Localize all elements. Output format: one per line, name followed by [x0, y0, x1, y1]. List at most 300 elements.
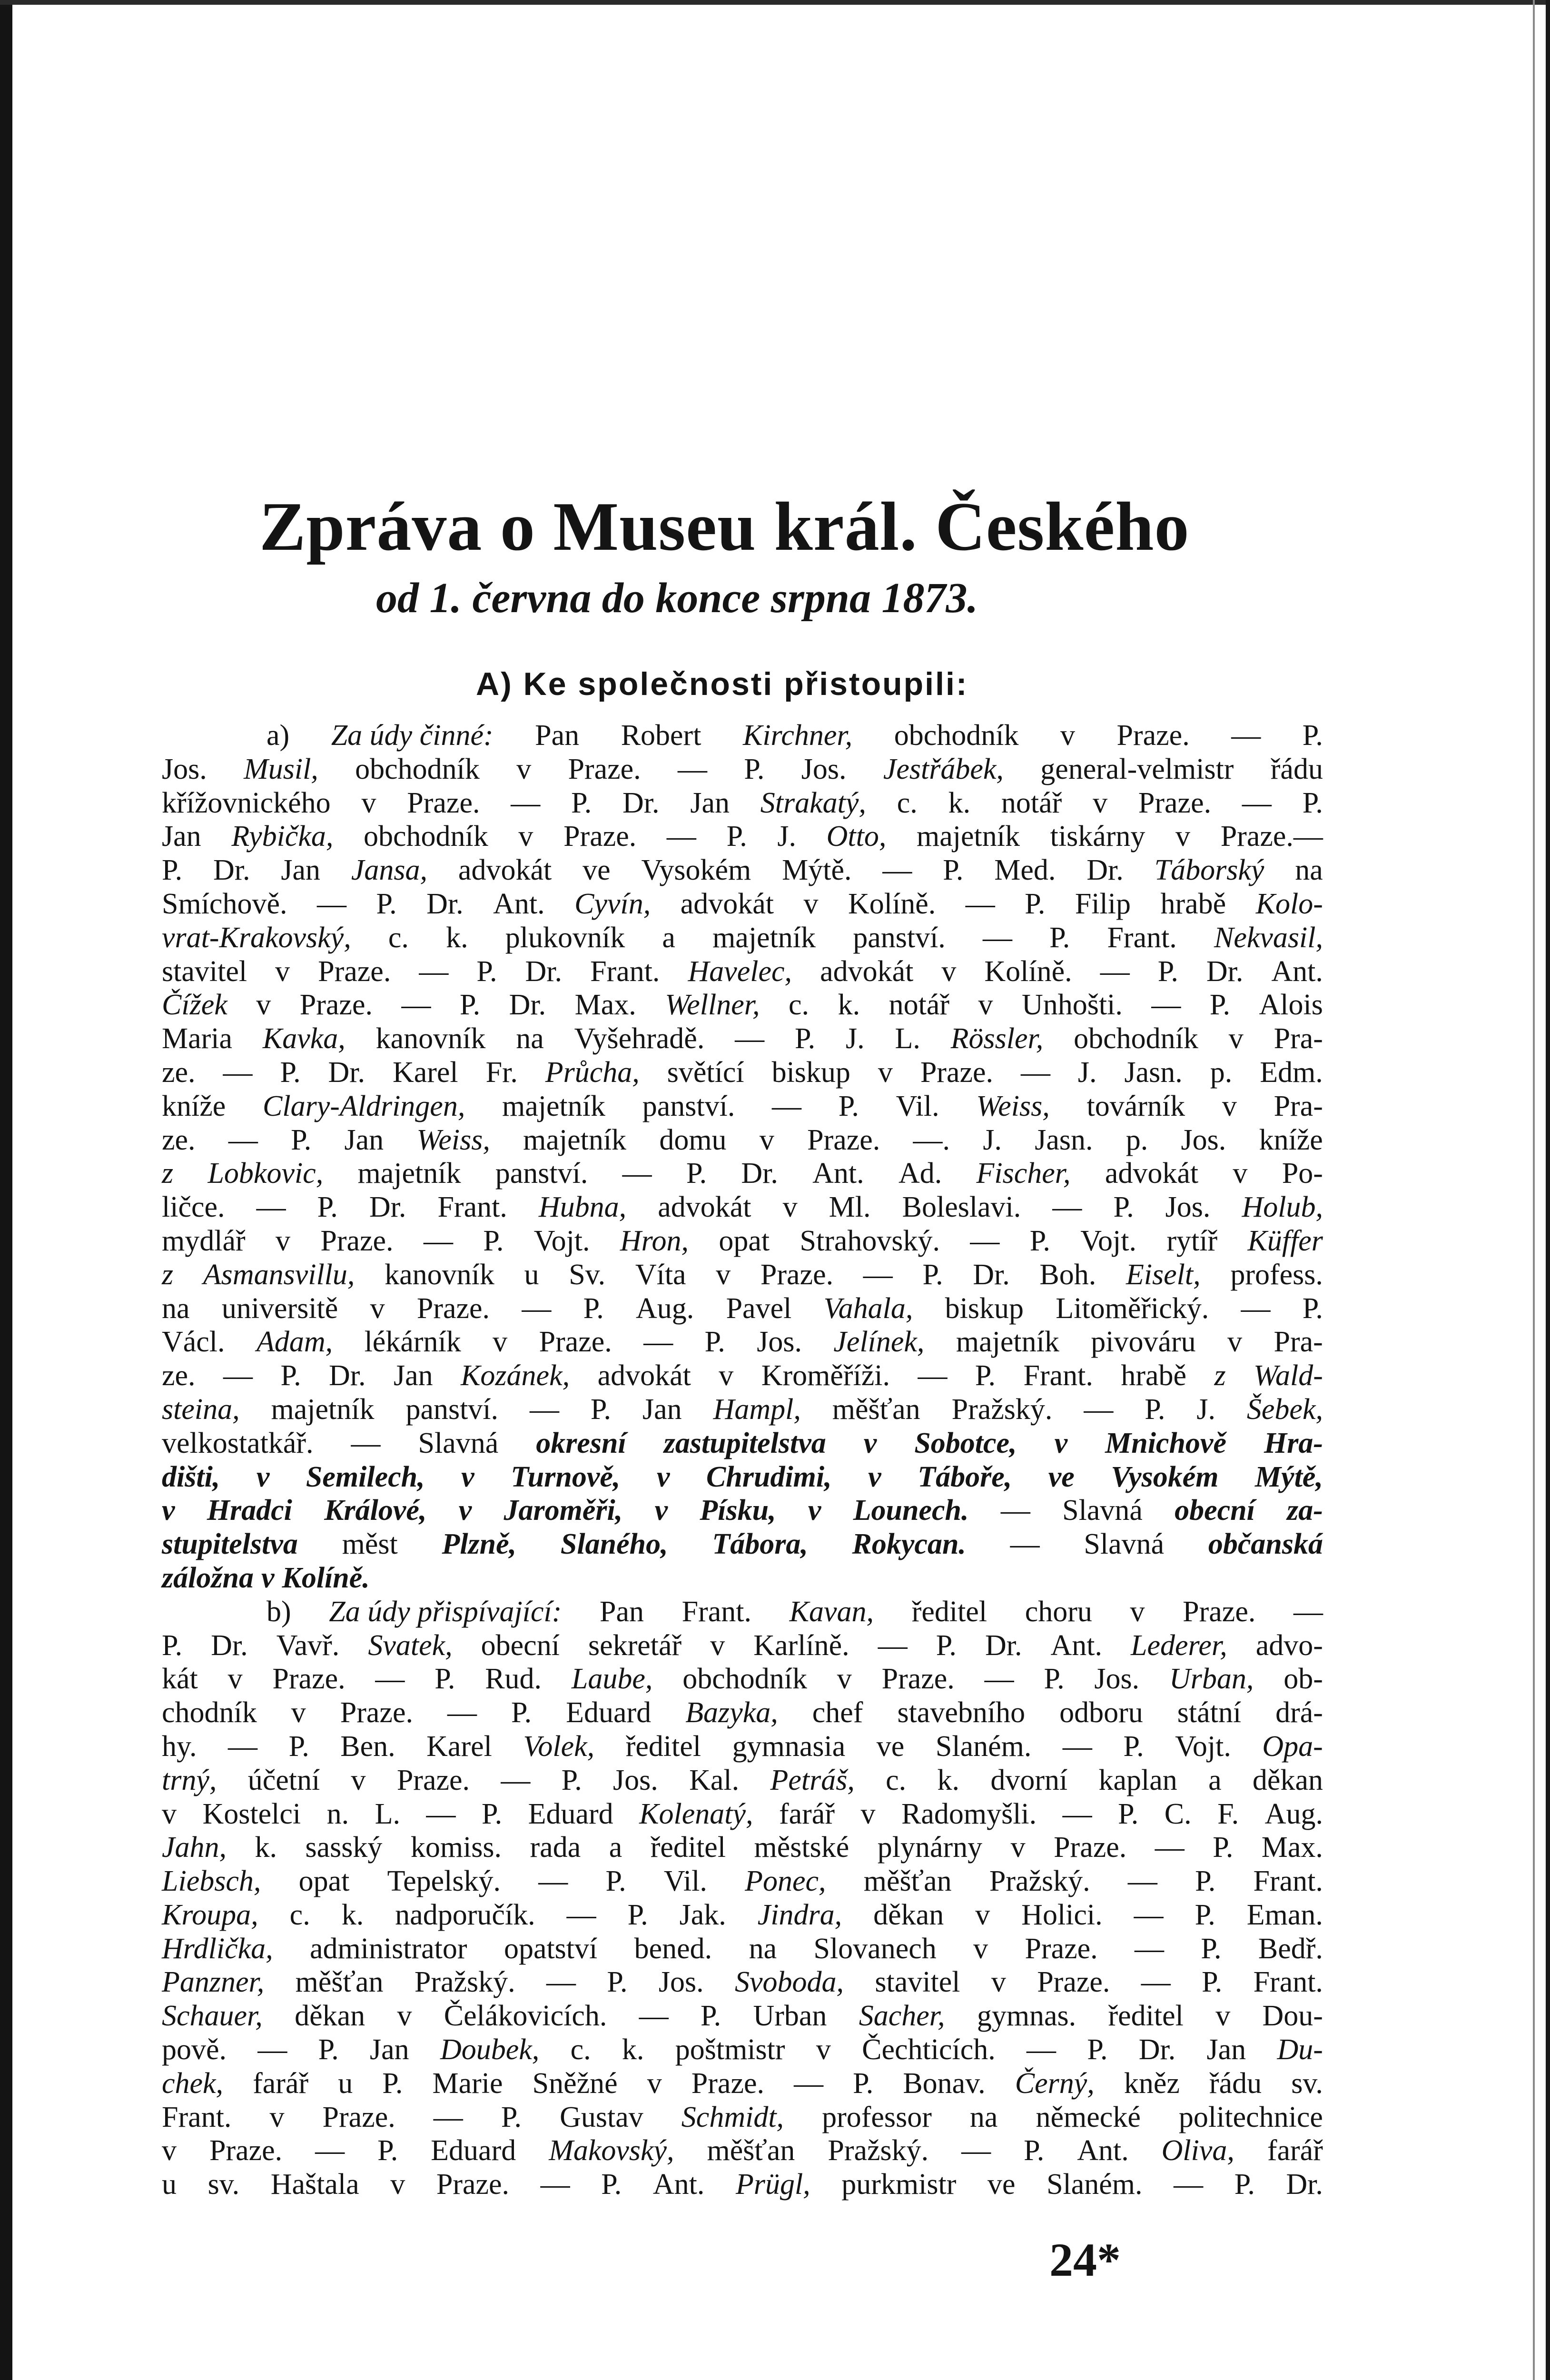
word: Liebsch, [162, 1865, 261, 1898]
word: — [1062, 1797, 1092, 1830]
word: P. [1195, 1898, 1215, 1931]
word: Pra- [1274, 1022, 1323, 1055]
text-line [162, 1999, 1323, 2033]
word: Fr. [485, 1056, 518, 1089]
word: — [375, 1663, 405, 1696]
word: v [269, 2101, 285, 2133]
word: v [1175, 820, 1191, 853]
word: c. [886, 1764, 907, 1796]
word: a) [267, 719, 290, 752]
word: — [863, 1258, 893, 1291]
word: u [338, 2067, 353, 2100]
text-line [162, 853, 1323, 887]
word: opat [719, 1224, 770, 1257]
word: Dr. [329, 1359, 366, 1392]
word: Praze. [299, 989, 373, 1021]
word: v [1130, 1595, 1145, 1628]
text-line [162, 955, 1323, 989]
word: v [1233, 1157, 1248, 1190]
word: Pražský. [951, 1393, 1053, 1426]
word: Čížek [162, 989, 227, 1021]
word: — [447, 1696, 477, 1729]
word: majetník [917, 820, 1020, 853]
word: v [1010, 1831, 1026, 1864]
word: Eduard [431, 2134, 516, 2167]
word: Jan [642, 1393, 682, 1426]
word: Frant. [437, 1191, 507, 1224]
word: Vil. [663, 1865, 707, 1898]
word: P. [1302, 1292, 1323, 1325]
word: sasský [305, 1831, 383, 1864]
word: obchodník [894, 719, 1019, 752]
word: Urban, [1169, 1663, 1254, 1696]
word: Otto, [826, 820, 887, 853]
word: — [794, 2067, 824, 2100]
word: Čelákovicích. [444, 2000, 607, 2033]
word: v [390, 2168, 405, 2201]
word: Jansa, [351, 854, 428, 887]
word: P. [1213, 1831, 1234, 1864]
word: Eiselt, [1125, 1258, 1201, 1291]
word: Makovský, [549, 2134, 674, 2167]
word: Dr. [1206, 955, 1244, 988]
word: Pražský. [989, 1865, 1090, 1898]
word: v [516, 753, 532, 785]
word: obchodník [364, 820, 488, 853]
word: P. [1209, 989, 1231, 1021]
word: — [643, 1326, 673, 1359]
word: kanovník [385, 1258, 494, 1291]
word: advokát [458, 854, 552, 887]
word: Hubna, [538, 1191, 627, 1224]
word: — [970, 1224, 1000, 1257]
word: Praze. [340, 1696, 413, 1729]
word: v [878, 1056, 893, 1089]
word: Urban [753, 2000, 827, 2033]
word: P. [571, 786, 592, 819]
word: advokát [658, 1191, 751, 1224]
word: Sobotce, [914, 1427, 1017, 1459]
word: v [647, 2067, 662, 2100]
word: Bedř. [1258, 1932, 1323, 1965]
word: J. [983, 1123, 1002, 1156]
word: farář [1267, 2134, 1323, 2167]
text-line [162, 1494, 1323, 1527]
word: Dr. [525, 955, 563, 988]
text-line [162, 1898, 1323, 1932]
word: Kolíně. [848, 887, 936, 920]
word: Chrudimi, [706, 1460, 832, 1493]
word: Sv. [569, 1258, 606, 1291]
word: účetní [247, 1764, 320, 1796]
word: P. [1049, 921, 1070, 954]
word: universitě [221, 1292, 338, 1325]
word: plukovník [505, 921, 625, 954]
word: Jahn, [162, 1831, 227, 1864]
word: Táboře, [918, 1460, 1012, 1493]
text-line [162, 1393, 1323, 1427]
word: v [162, 1494, 175, 1527]
text-line [162, 1056, 1323, 1090]
word: Lounech. [853, 1494, 969, 1527]
word: stupitelstva [162, 1528, 298, 1561]
word: Jan [690, 786, 730, 819]
word: v [816, 2033, 831, 2066]
word: a [609, 1831, 622, 1864]
word: Vojt. [533, 1224, 590, 1257]
text-line [162, 1090, 1323, 1123]
word: v [276, 1224, 290, 1257]
word: řádu [1270, 753, 1323, 785]
word: Praze. [691, 2067, 764, 2100]
word: — [426, 1797, 456, 1830]
word: — [961, 2134, 991, 2167]
word: rytíř [1166, 1224, 1218, 1257]
word: Edm. [1260, 1056, 1323, 1089]
word: Dr. [369, 1191, 406, 1224]
word: farář [779, 1797, 835, 1830]
word: — [540, 2168, 570, 2201]
word: v [162, 2134, 177, 2167]
word: Slaném. [935, 1730, 1032, 1763]
scan-page-edge-top [0, 0, 1550, 5]
word: — [982, 921, 1012, 954]
word: Hron, [620, 1224, 689, 1257]
word: P. [1201, 1932, 1222, 1965]
word: Jasn. [1124, 1056, 1183, 1089]
word: — [1127, 1865, 1157, 1898]
word: v [860, 1797, 876, 1830]
word: P. [704, 1326, 725, 1359]
word: v [975, 1898, 990, 1931]
word: — [1141, 1966, 1171, 1999]
word: Alois [1259, 989, 1323, 1021]
word: Dr. [622, 786, 660, 819]
word: Praze. [436, 2168, 510, 2201]
word: Filip [1075, 887, 1131, 920]
word: majetník [712, 921, 816, 954]
word: choru [1025, 1595, 1092, 1628]
word: Kolíně. [984, 955, 1072, 988]
text-line [162, 1022, 1323, 1056]
word: v [1054, 1427, 1068, 1459]
word: Praze. [807, 1123, 880, 1156]
word: v [803, 887, 819, 920]
word: Táborský [1154, 854, 1264, 887]
word: — [228, 1123, 258, 1156]
word: kát [162, 1663, 198, 1696]
word: P. [482, 1797, 503, 1830]
word: Kroměříži. [761, 1359, 890, 1392]
word: v [1215, 2000, 1231, 2033]
word: ve [987, 2168, 1016, 2201]
word: ředitel [911, 1595, 987, 1628]
text-line [162, 1864, 1323, 1898]
word: — [918, 1359, 948, 1392]
word: ředitel [625, 1730, 701, 1763]
word: Kozánek, [461, 1359, 570, 1392]
word: v [759, 1123, 774, 1156]
word: chek, [162, 2067, 224, 2100]
word: Panzner, [162, 1966, 265, 1999]
word: Du- [1277, 2033, 1323, 2066]
word: Jos. [1181, 1123, 1226, 1156]
word: general-velmistr [1040, 753, 1234, 785]
word: kníže [162, 1090, 226, 1122]
word: Praze. [407, 786, 480, 819]
word: Ant. [1077, 2134, 1129, 2167]
word: Dou- [1262, 2000, 1323, 2033]
word: Hrdlička, [162, 1932, 273, 1965]
text-line [162, 1730, 1323, 1764]
word: v [256, 989, 271, 1021]
word: Dr. [426, 887, 464, 920]
word: Dr. [1086, 854, 1124, 887]
word: Šebek, [1246, 1393, 1323, 1426]
word: nadporučík. [395, 1898, 535, 1931]
word: poštmistr [675, 2033, 785, 2066]
word: Králové, [324, 1494, 427, 1527]
word: Frant. [590, 955, 660, 988]
word: — [735, 1022, 765, 1055]
word: Jan [162, 820, 201, 853]
word: P. [382, 2067, 403, 2100]
word: městské [754, 1831, 849, 1864]
word: Praze. [1138, 786, 1212, 819]
word: ve [876, 1730, 905, 1763]
word: — [1062, 1730, 1092, 1763]
word: P. [607, 1966, 628, 1999]
word: kanovník [375, 1022, 486, 1055]
word: stavitel [162, 955, 247, 988]
word: ze. [162, 1056, 196, 1089]
word: P. [726, 820, 747, 853]
word: — [1241, 1292, 1271, 1325]
word: Jos. [757, 1326, 802, 1359]
word: Slaném. [1046, 2168, 1143, 2201]
word: Dr. [509, 989, 546, 1021]
text-line [162, 1258, 1323, 1292]
word: P. [1195, 1865, 1216, 1898]
word: Praze. [1183, 1595, 1256, 1628]
text-line [162, 887, 1323, 921]
word: pově. [162, 2033, 227, 2066]
word: P. [975, 1359, 996, 1392]
word: Rössler, [950, 1022, 1044, 1055]
word: c. [789, 989, 810, 1021]
scan-page-edge-shadow [1533, 0, 1535, 2380]
word: — [1134, 1898, 1164, 1931]
word: hy. [162, 1730, 197, 1763]
word: děkan [1252, 1764, 1323, 1796]
word: v [654, 1494, 668, 1527]
word: z [162, 1157, 174, 1190]
word: ředitel [1108, 2000, 1184, 2033]
word: Víta [635, 1258, 686, 1291]
word: Aug. [1264, 1797, 1323, 1830]
word: P. [434, 1663, 455, 1696]
word: J. [1196, 1393, 1215, 1426]
word: v [162, 1797, 177, 1830]
word: v [275, 955, 290, 988]
word: professor [822, 2101, 932, 2133]
word: měšťan [832, 1393, 920, 1426]
word: p. [1125, 1123, 1148, 1156]
word: Sněžné [532, 2067, 618, 2100]
word: Praze. [1054, 1831, 1127, 1864]
word: v [261, 1561, 275, 1594]
text-line [162, 2134, 1323, 2168]
word: v [291, 1696, 306, 1729]
word: c. [388, 921, 409, 954]
word: dišti, [162, 1460, 220, 1493]
word: Pavel [726, 1292, 792, 1325]
word: k. [341, 1898, 364, 1931]
word: —. [913, 1123, 950, 1156]
word: — [1151, 989, 1181, 1021]
word: měst [342, 1528, 398, 1561]
word: Eduard [566, 1696, 652, 1729]
word: notář [1001, 786, 1062, 819]
word: hrabě [1160, 887, 1226, 920]
word: Dr. [328, 1056, 365, 1089]
word: Ad. [898, 1157, 942, 1190]
word: plynárny [877, 1831, 983, 1864]
word: obchodník [682, 1663, 807, 1696]
word: Po- [1282, 1157, 1323, 1190]
text-line [162, 786, 1323, 820]
text-line [162, 1157, 1323, 1190]
word: Wald- [1254, 1359, 1323, 1392]
word: Vysokém [641, 854, 751, 887]
word: sv. [1291, 2067, 1323, 2100]
word: z [1214, 1359, 1226, 1392]
word: světící [667, 1056, 744, 1089]
word: v [1093, 786, 1108, 819]
word: Jak. [679, 1898, 726, 1931]
word: Slaného, [560, 1528, 668, 1561]
word: Frant. [681, 1595, 752, 1628]
word: Bazyka, [685, 1696, 778, 1729]
scan-page-edge-left [0, 0, 12, 2380]
word: bened. [634, 1932, 712, 1965]
word: — [1135, 1932, 1165, 1965]
word: P. [377, 2134, 398, 2167]
word: — [538, 1865, 568, 1898]
word: Slavná [418, 1427, 499, 1459]
word: Kirchner, [742, 719, 853, 752]
word: — [546, 1966, 576, 1999]
word: Kal. [689, 1764, 740, 1796]
word: profess. [1230, 1258, 1323, 1291]
text-line [162, 1561, 1323, 1595]
word: státní [1177, 1696, 1242, 1729]
word: Jos. [162, 753, 207, 785]
word: b) [267, 1595, 291, 1628]
word: P. [744, 753, 765, 785]
word: steina, [162, 1393, 240, 1426]
word: kaplan [1098, 1764, 1177, 1796]
word: Kolo- [1255, 887, 1323, 920]
word: Frant. [1253, 1966, 1323, 1999]
word: Holub, [1242, 1191, 1323, 1224]
word: ve [1048, 1460, 1075, 1493]
word: v [782, 1191, 798, 1224]
word: majetník [523, 1123, 627, 1156]
word: Praze. [272, 1663, 346, 1696]
word: P. [1123, 1730, 1144, 1763]
word: Ponec, [745, 1865, 826, 1898]
word: J. [777, 820, 796, 853]
word: v [991, 1966, 1006, 1999]
word: rada [530, 1831, 581, 1864]
word: L. [895, 1022, 920, 1055]
word: Prügl, [735, 2168, 810, 2201]
text-line [162, 1764, 1323, 1797]
word: P. [162, 1629, 183, 1662]
word: biskup [771, 1056, 850, 1089]
word: notář [889, 989, 949, 1021]
word: Petráš, [770, 1764, 855, 1796]
text-line [162, 1427, 1323, 1460]
word: Bonav. [903, 2067, 986, 2100]
word: řádu [1209, 2067, 1262, 2100]
word: Oliva, [1161, 2134, 1234, 2167]
word: P. [561, 1764, 582, 1796]
word: v [978, 989, 993, 1021]
word: Dr. [985, 1629, 1022, 1662]
word: Gustav [560, 2101, 643, 2133]
word: — [622, 1157, 652, 1190]
word: měšťan [295, 1966, 384, 1999]
word: — [965, 887, 995, 920]
word: Vil. [896, 1090, 939, 1122]
word: Jan [344, 1123, 384, 1156]
word: P. [460, 989, 481, 1021]
word: Frant. [1107, 921, 1177, 954]
word: — [1231, 719, 1261, 752]
word: — [984, 1663, 1014, 1696]
word: továrník [1086, 1090, 1185, 1122]
word: děkan [873, 1898, 944, 1931]
word: Praze. [416, 1292, 490, 1325]
word: Mnichově [1105, 1427, 1226, 1459]
word: v [941, 955, 957, 988]
word: Karel [392, 1056, 458, 1089]
word: Pan [535, 719, 580, 752]
word: P. [280, 1359, 301, 1392]
word: farář [253, 2067, 309, 2100]
word: Boleslavi. [902, 1191, 1021, 1224]
text-line [162, 1527, 1323, 1561]
word: Plzně, [442, 1528, 517, 1561]
word: u [162, 2168, 177, 2201]
word: na [162, 1292, 190, 1325]
word: Jos. [1165, 1191, 1211, 1224]
word: ve [582, 854, 611, 887]
word: ze. [162, 1359, 196, 1392]
word: Praze. [568, 753, 641, 785]
page-number: 24* [1049, 2233, 1121, 2286]
word: na [516, 1022, 544, 1055]
word: Kroupa, [162, 1898, 258, 1931]
word: Jos. [801, 753, 847, 785]
word: — [256, 1191, 286, 1224]
word: k. [446, 921, 468, 954]
word: — [882, 854, 912, 887]
word: P. [583, 1292, 604, 1325]
word: občanská [1208, 1528, 1323, 1561]
